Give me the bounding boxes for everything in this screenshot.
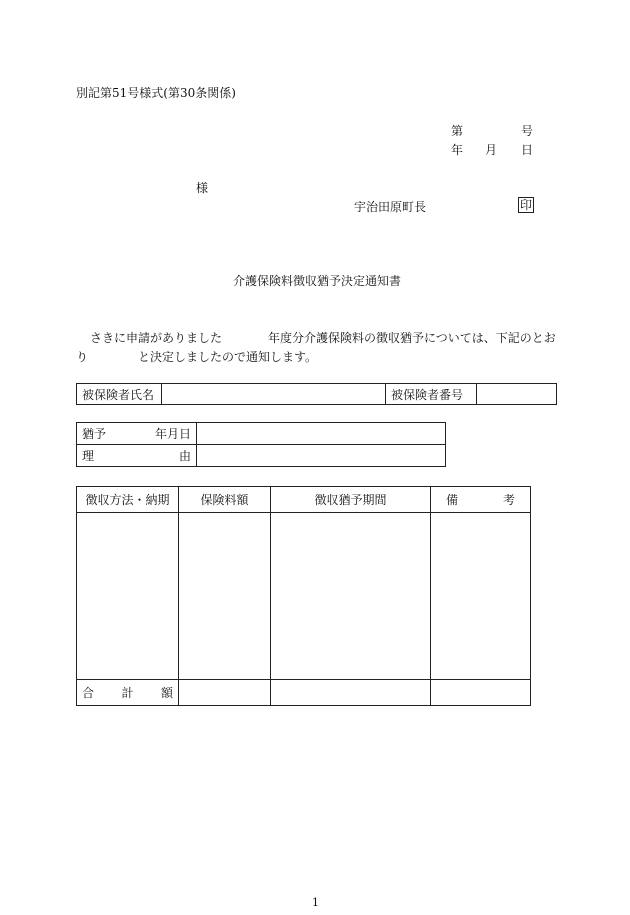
total-amount-cell <box>179 680 271 706</box>
body-line1-part2: 年度分介護保険料の徴収猶予については、下記のとお <box>268 331 556 345</box>
form-id: 別記第51号様式(第30条関係) <box>76 86 236 100</box>
reason-label-right: 由 <box>178 449 191 463</box>
table-body-row <box>77 513 531 680</box>
doc-number-prefix: 第 <box>451 124 464 138</box>
header-remarks-left: 備 <box>446 493 459 507</box>
total-period-cell <box>271 680 431 706</box>
insured-name-field <box>162 384 386 405</box>
total-label-1: 合 <box>82 686 95 700</box>
total-label-cell <box>77 680 179 706</box>
addressee-suffix: 様 <box>196 181 209 195</box>
total-remarks-cell <box>431 680 531 706</box>
total-label-3: 額 <box>160 686 173 700</box>
total-row <box>77 680 531 706</box>
deferral-date-field <box>197 423 446 445</box>
header-remarks <box>431 487 531 513</box>
deferral-table <box>76 422 446 467</box>
body-line1-part1: さきに申請がありました <box>90 331 223 345</box>
header-amount: 保険料額 <box>179 487 271 513</box>
insured-number-field <box>477 384 557 405</box>
remarks-cell <box>431 513 531 680</box>
body-line2-part1: り <box>76 350 89 364</box>
insured-info-table <box>76 383 557 405</box>
date-month: 月 <box>485 143 498 157</box>
period-cell <box>271 513 431 680</box>
header-method: 徴収方法・納期 <box>77 487 179 513</box>
insured-name-label: 被保険者氏名 <box>77 384 162 405</box>
insured-number-label: 被保険者番号 <box>386 384 477 405</box>
reason-label-cell <box>77 445 197 467</box>
total-label-2: 計 <box>121 686 134 700</box>
seal-label: 印 <box>520 198 533 212</box>
deferral-date-label: 年月日 <box>154 427 191 441</box>
method-cell <box>77 513 179 680</box>
collection-table <box>76 486 531 706</box>
deferral-date-label-cell <box>77 423 197 445</box>
page-number: 1 <box>312 896 319 909</box>
date-day: 日 <box>521 143 534 157</box>
doc-number-suffix: 号 <box>521 124 534 138</box>
header-period: 徴収猶予期間 <box>271 487 431 513</box>
document-title: 介護保険料徴収猶予決定通知書 <box>233 274 402 288</box>
reason-field <box>197 445 446 467</box>
date-year: 年 <box>451 143 464 157</box>
deferral-label: 猶予 <box>82 427 107 441</box>
header-remarks-right: 考 <box>502 493 515 507</box>
seal-stamp <box>518 197 534 213</box>
body-line2-part2: と決定しましたので通知します。 <box>138 350 318 364</box>
reason-label-left: 理 <box>82 449 95 463</box>
amount-cell <box>179 513 271 680</box>
issuer-name: 宇治田原町長 <box>354 200 427 214</box>
